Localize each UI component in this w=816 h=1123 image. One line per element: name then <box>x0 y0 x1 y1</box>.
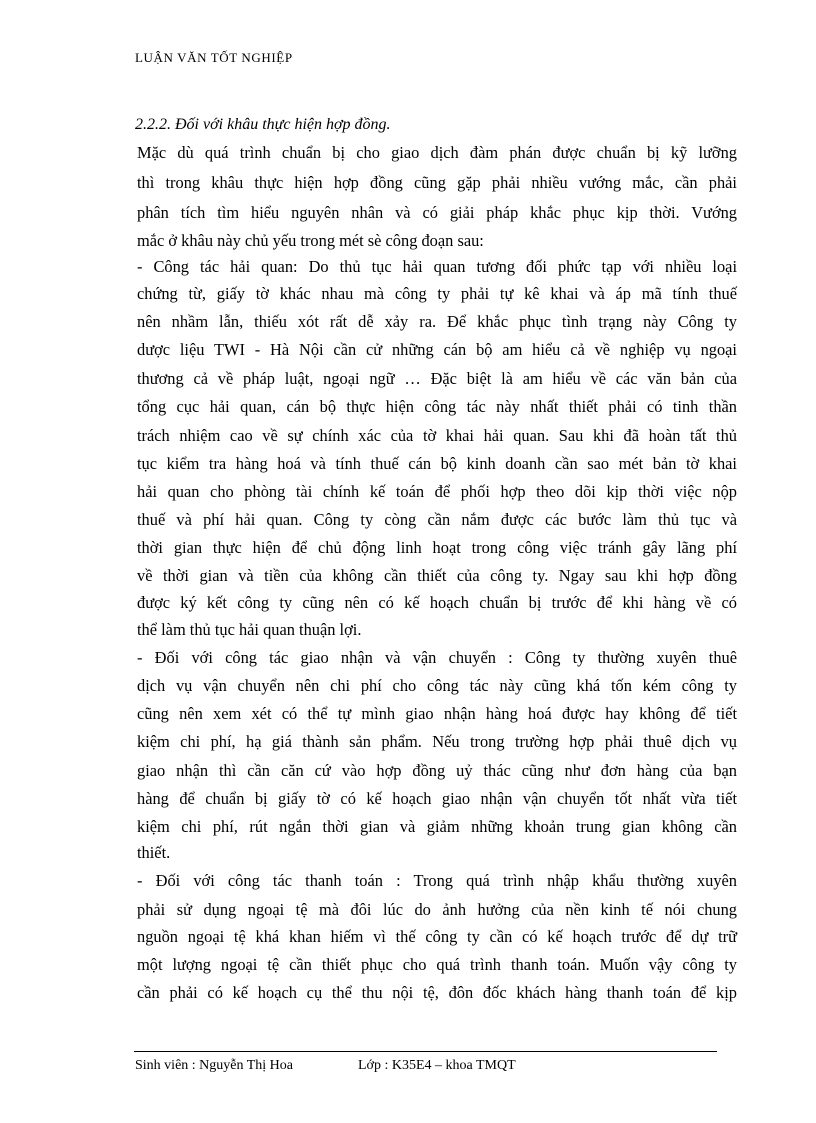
footer-class: Lớp : K35E4 – khoa TMQT <box>358 1058 516 1073</box>
body-line: - Công tác hải quan: Do thủ tục hải quan tương đối phức tạp với nhiều loại <box>137 257 737 276</box>
body-line: kiệm chi phí, hạ giá thành sản phẩm. Nếu trong trường hợp phải thuê dịch vụ <box>137 732 737 751</box>
body-line: hàng để chuẩn bị giấy tờ có kế hoạch giao nhận vận chuyển tốt nhất vừa tiết <box>137 789 737 808</box>
body-line: giao nhận thì cần căn cứ vào hợp đồng uỷ thác cũng như đơn hàng của bạn <box>137 761 737 780</box>
body-line: thì trong khâu thực hiện hợp đồng cũng gặp phải nhiều vướng mắc, cần phải <box>137 173 737 192</box>
body-line: cũng nên xem xét có thể tự mình giao nhận hàng hoá được hay không để tiết <box>137 704 737 723</box>
body-line: tổng cục hải quan, cán bộ thực hiện công tác này nhất thiết phải có tinh thần <box>137 397 737 416</box>
body-line: thương cả về pháp luật, ngoại ngữ … Đặc biệt là am hiểu về các văn bản của <box>137 369 737 388</box>
body-line: thiết. <box>137 843 171 862</box>
body-line: thể làm thủ tục hải quan thuận lợi. <box>137 620 362 639</box>
body-line: hải quan cho phòng tài chính kế toán để phối hợp theo dõi kịp thời việc nộp <box>137 482 737 501</box>
page-header: LUẬN VĂN TỐT NGHIỆP <box>135 50 293 65</box>
body-line: nên nhầm lẫn, thiếu xót rất dễ xảy ra. Để khắc phục tình trạng này Công ty <box>137 312 737 331</box>
body-line: về thời gian và tiền của không cần thiết của công ty. Ngay sau khi hợp đồng <box>137 566 737 585</box>
body-line: Mặc dù quá trình chuẩn bị cho giao dịch đàm phán được chuẩn bị kỹ lưỡng <box>137 143 737 162</box>
body-line: - Đối với công tác giao nhận và vận chuyển : Công ty thường xuyên thuê <box>137 648 737 667</box>
body-line: một lượng ngoại tệ cần thiết phục cho quá trình thanh toán. Muốn vậy công ty <box>137 955 737 974</box>
body-line: trách nhiệm cao về sự chính xác của tờ khai hải quan. Sau khi đã hoàn tất thủ <box>137 426 737 445</box>
body-line: phải sử dụng ngoại tệ mà đôi lúc do ảnh hưởng của nền kinh tế nói chung <box>137 900 737 919</box>
body-line: thời gian thực hiện để chủ động linh hoạt trong công việc tránh gây lãng phí <box>137 538 737 557</box>
body-line: dược liệu TWI - Hà Nội cần cử những cán bộ am hiểu cả về nghiệp vụ ngoại <box>137 340 737 359</box>
body-line: chứng từ, giấy tờ khác nhau mà công ty phải tự kê khai và áp mã tính thuế <box>137 284 737 303</box>
body-line: nguồn ngoại tệ khá khan hiếm vì thế công ty cần có kế hoạch trước để dự trữ <box>137 927 737 946</box>
body-line: mắc ở khâu này chủ yếu trong mét sè công đoạn sau: <box>137 231 484 250</box>
body-line: được ký kết công ty cũng nên có kế hoạch chuẩn bị trước để khi hàng về có <box>137 593 737 612</box>
body-line: thuế và phí hải quan. Công ty còng cần nắm được các bước làm thủ tục và <box>137 510 737 529</box>
body-line: phân tích tìm hiểu nguyên nhân và có giải pháp khắc phục kịp thời. Vướng <box>137 203 737 222</box>
body-line: cần phải có kế hoạch cụ thể thu nội tệ, đôn đốc khách hàng thanh toán để kịp <box>137 983 737 1002</box>
body-line: - Đối với công tác thanh toán : Trong quá trình nhập khẩu thường xuyên <box>137 871 737 890</box>
body-line: kiệm chi phí, rút ngắn thời gian và giảm những khoản trung gian không cần <box>137 817 737 836</box>
footer-divider <box>134 1051 717 1052</box>
footer-student: Sinh viên : Nguyễn Thị Hoa <box>135 1058 294 1073</box>
body-line: dịch vụ vận chuyển nên chi phí cho công tác này cũng khá tốn kém công ty <box>137 676 737 695</box>
body-line: tục kiểm tra hàng hoá và tính thuế cán bộ kinh doanh cần sao mét bản tờ khai <box>137 454 737 473</box>
section-heading: 2.2.2. Đối với khâu thực hiện hợp đồng. <box>135 116 391 133</box>
